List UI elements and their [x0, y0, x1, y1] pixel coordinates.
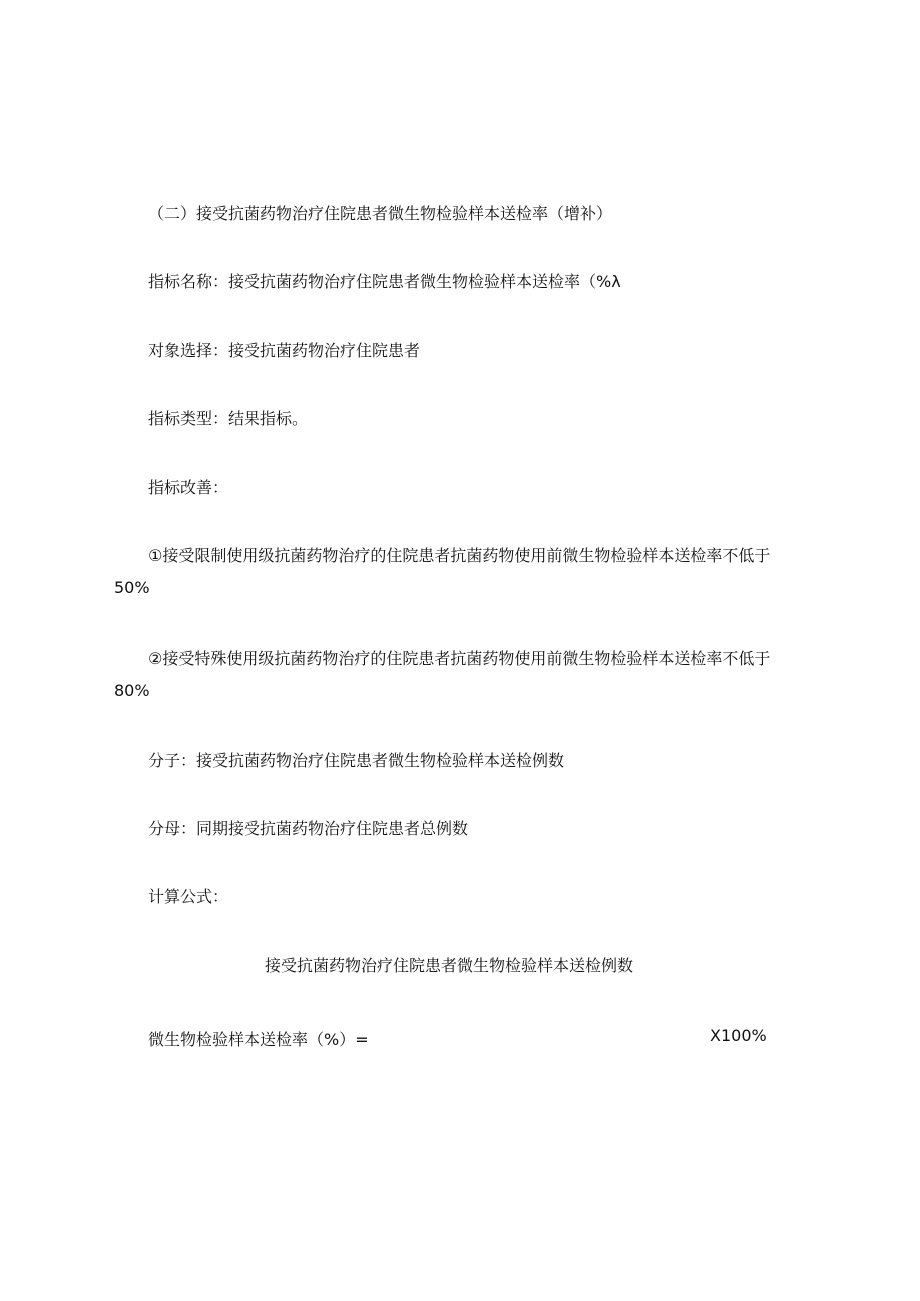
formula-multiplier: X100% — [710, 1026, 767, 1045]
improvement-item-1: ①接受限制使用级抗菌药物治疗的住院患者抗菌药物使用前微生物检验样本送检率不低于 50% — [114, 546, 771, 597]
formula-numerator: 接受抗菌药物治疗住院患者微生物检验样本送检例数 — [265, 956, 634, 975]
indicator-name: 指标名称：接受抗菌药物治疗住院患者微生物检验样本送检率（%λ — [148, 272, 621, 291]
section-title: （二）接受抗菌药物治疗住院患者微生物检验样本送检率（增补） — [148, 204, 613, 223]
formula-label: 计算公式： — [148, 887, 229, 906]
indicator-type: 指标类型：结果指标。 — [148, 409, 309, 428]
numerator-definition: 分子：接受抗菌药物治疗住院患者微生物检验样本送检例数 — [148, 751, 565, 770]
denominator-definition: 分母：同期接受抗菌药物治疗住院患者总例数 — [148, 819, 469, 838]
improvement-item-2: ②接受特殊使用级抗菌药物治疗的住院患者抗菌药物使用前微生物检验样本送检率不低于 80% — [114, 649, 771, 700]
object-selection: 对象选择：接受抗菌药物治疗住院患者 — [148, 341, 421, 360]
indicator-improvement-label: 指标改善： — [148, 478, 229, 497]
formula-left-side: 微生物检验样本送检率（%）= — [148, 1030, 369, 1049]
